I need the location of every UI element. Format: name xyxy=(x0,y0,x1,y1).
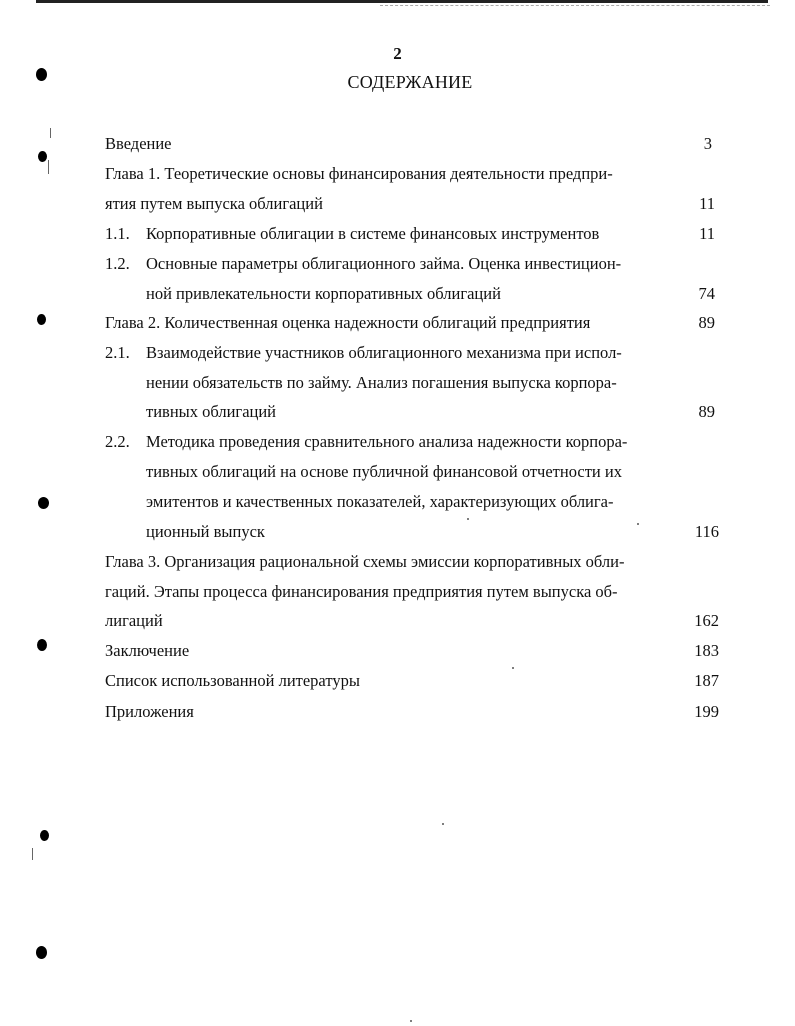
toc-entry-introduction: Введение xyxy=(105,134,172,153)
toc-page-number: 89 xyxy=(698,402,715,421)
binding-hole-mark xyxy=(40,830,49,841)
toc-entry-section-2-1-cont: тивных облигаций xyxy=(146,402,277,421)
toc-entry-chapter-3: Глава 3. Организация рациональной схемы эмиссии корпоративных обли- xyxy=(105,552,625,571)
toc-page-number: 162 xyxy=(694,611,719,630)
scan-speck xyxy=(410,1020,412,1022)
toc-entry-section-1-1: Корпоративные облигации в системе финансовых инструментов xyxy=(146,224,600,243)
toc-page-number: 183 xyxy=(694,641,719,660)
toc-page-number: 116 xyxy=(694,522,719,541)
scan-speck xyxy=(512,667,514,669)
scan-artifact xyxy=(32,848,33,860)
binding-hole-mark xyxy=(38,151,47,162)
toc-section-number: 2.2. xyxy=(105,432,130,451)
binding-hole-mark xyxy=(37,314,46,325)
scan-speck xyxy=(637,523,639,525)
toc-entry-section-1-2: Основные параметры облигационного займа. Оценка инвестицион- xyxy=(146,254,622,273)
toc-section-number: 2.1. xyxy=(105,343,130,362)
toc-entry-chapter-2: Глава 2. Количественная оценка надежности облигаций предприятия xyxy=(105,313,591,332)
toc-entry-conclusion: Заключение xyxy=(105,641,190,660)
toc-entry-section-2-2-cont: ционный выпуск xyxy=(146,522,265,541)
toc-entry-section-2-1: Взаимодействие участников облигационного механизма при испол- xyxy=(146,343,622,362)
scan-artifact xyxy=(48,160,49,174)
top-border-faint-line xyxy=(380,5,770,7)
toc-page-number: 187 xyxy=(694,671,719,690)
page-title: СОДЕРЖАНИЕ xyxy=(347,72,473,92)
toc-page-number: 11 xyxy=(699,194,715,213)
toc-entry-bibliography: Список использованной литературы xyxy=(105,671,360,690)
toc-entry-section-1-2-cont: ной привлекательности корпоративных облигаций xyxy=(146,284,501,303)
toc-page-number: 3 xyxy=(703,134,712,153)
toc-entry-section-2-2-cont: тивных облигаций на основе публичной финансовой отчетности их xyxy=(146,462,622,481)
page-number: 2 xyxy=(393,44,402,63)
scan-speck xyxy=(442,823,444,825)
toc-entry-section-2-2-cont: эмитентов и качественных показателей, характеризующих облига- xyxy=(146,492,614,511)
toc-section-number: 1.2. xyxy=(105,254,130,273)
toc-entry-chapter-3-cont: лигаций xyxy=(105,611,163,630)
toc-entry-section-2-2: Методика проведения сравнительного анализа надежности корпора- xyxy=(146,432,628,451)
toc-section-number: 1.1. xyxy=(105,224,130,243)
top-border-line xyxy=(36,0,768,3)
binding-hole-mark xyxy=(37,639,47,651)
binding-hole-mark xyxy=(36,946,47,959)
toc-entry-section-2-1-cont: нении обязательств по займу. Анализ погашения выпуска корпора- xyxy=(146,373,617,392)
toc-entry-chapter-1-cont: ятия путем выпуска облигаций xyxy=(105,194,323,213)
toc-entry-chapter-1: Глава 1. Теоретические основы финансирования деятельности предпри- xyxy=(105,164,613,183)
toc-page-number: 89 xyxy=(698,313,715,332)
scan-artifact xyxy=(50,128,51,138)
binding-hole-mark xyxy=(38,497,49,509)
toc-page-number: 11 xyxy=(699,224,715,243)
toc-entry-appendices: Приложения xyxy=(105,702,194,721)
toc-page-number: 199 xyxy=(694,702,719,721)
toc-entry-chapter-3-cont: гаций. Этапы процесса финансирования предприятия путем выпуска об- xyxy=(105,582,618,601)
toc-page-number: 74 xyxy=(698,284,715,303)
scan-speck xyxy=(467,518,469,520)
